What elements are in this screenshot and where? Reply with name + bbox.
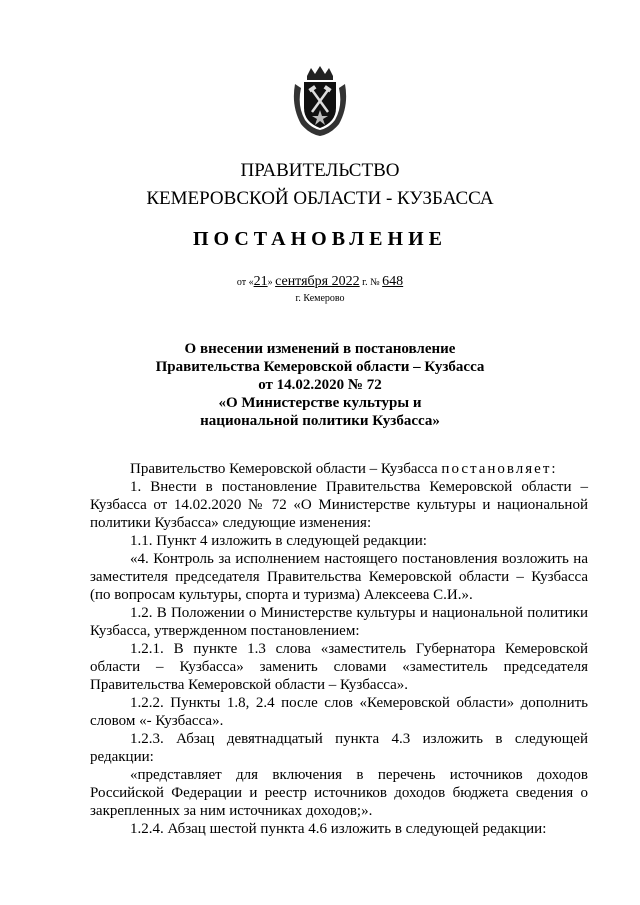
body-paragraph: 1.1. Пункт 4 изложить в следующей редакции: <box>130 533 427 549</box>
government-name-line1: ПРАВИТЕЛЬСТВО <box>240 160 400 181</box>
government-name-line2: КЕМЕРОВСКОЙ ОБЛАСТИ - КУЗБАССА <box>146 188 494 209</box>
subject-line: О внесении изменений в постановление <box>184 341 456 357</box>
subject-line: «О Министерстве культуры и <box>218 395 422 411</box>
date-number-line <box>0 274 640 290</box>
city-label: г. Кемерово <box>295 293 345 304</box>
body-paragraph: 1.2.2. Пункты 1.8, 2.4 после слов «Кемеровской области» дополнить словом «- Кузбасса». <box>90 695 588 729</box>
intro-paragraph <box>90 460 588 478</box>
subject-line: национальной политики Кузбасса» <box>200 413 440 429</box>
intro-suffix: : <box>551 461 556 477</box>
date-month-year: сентября 2022 <box>275 274 360 289</box>
body-paragraph: 1.2.4. Абзац шестой пункта 4.6 изложить в следующей редакции: <box>130 821 547 837</box>
document-subject <box>0 340 640 430</box>
date-close-quote: » <box>267 277 273 288</box>
subject-line: от 14.02.2020 № 72 <box>258 377 382 393</box>
document-type-title: ПОСТАНОВЛЕНИЕ <box>193 228 447 250</box>
body-paragraph: «представляет для включения в перечень источников доходов Российской Федерации и реестр источников доходов бюджета сведения о закрепленных за ним источниках доходов;». <box>90 767 588 819</box>
body-paragraph: 1.2. В Положении о Министерстве культуры и национальной политики Кузбасса, утвержденном постановлением: <box>90 605 588 639</box>
body-paragraph: 1.2.1. В пункте 1.3 слова «заместитель Губернатора Кемеровской области – Кузбасса» заменить словами «заместитель председателя Правительства Кемеровской области – Кузбасса». <box>90 641 588 693</box>
kuzbass-coat-of-arms-icon <box>289 66 351 138</box>
body-paragraph: 1. Внести в постановление Правительства Кемеровской области – Кузбасса от 14.02.2020 № 72 «О Министерстве культуры и национальной политики Кузбасса» следующие изменения: <box>90 479 588 531</box>
subject-line: Правительства Кемеровской области – Кузбасса <box>155 359 485 375</box>
number-label: № <box>370 277 380 288</box>
date-from-label: от « <box>236 277 254 288</box>
body-paragraph: 1.2.3. Абзац девятнадцатый пункта 4.3 изложить в следующей редакции: <box>90 731 588 765</box>
intro-resolves: постановляет <box>441 461 552 477</box>
date-day: 21 <box>253 274 268 289</box>
document-number: 648 <box>382 274 404 289</box>
date-year-suffix: г. <box>362 277 368 288</box>
document-body <box>90 460 588 838</box>
body-paragraph: «4. Контроль за исполнением настоящего постановления возложить на заместителя председателя Правительства Кемеровской области – Кузбасса (по вопросам культуры, спорта и туризма) Алексеева С.И.». <box>90 551 588 603</box>
intro-prefix: Правительство Кемеровской области – Кузбасса <box>130 461 442 477</box>
